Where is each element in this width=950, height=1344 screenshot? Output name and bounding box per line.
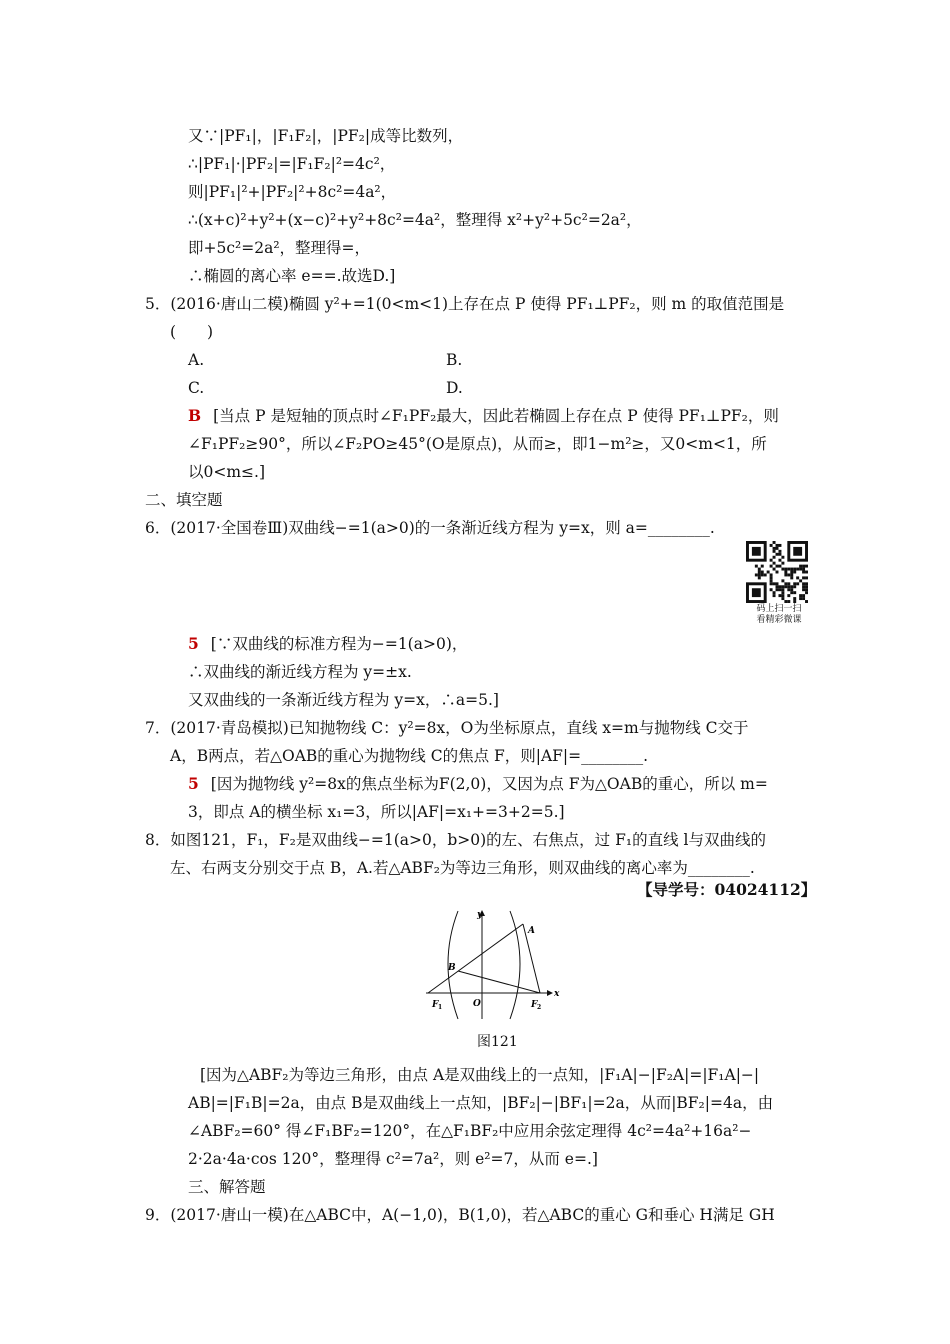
label-F1-sub: 1 bbox=[438, 1004, 443, 1011]
label-x: x bbox=[554, 989, 560, 999]
line-B-F2 bbox=[458, 971, 540, 993]
line-text: 左、右两支分别交于点 B，A.若△ABF₂为等边三角形，则双曲线的离心率为________. bbox=[170, 859, 755, 877]
guide-number: 【导学号：04024112】 bbox=[637, 880, 817, 899]
line-text: ∴(x+c)²+y²+(x−c)²+y²+8c²=4a²，整理得 x²+y²+5c²=2a²， bbox=[188, 211, 642, 229]
line-text: 二、填空题 bbox=[145, 491, 223, 509]
text-line bbox=[188, 210, 642, 230]
text-line bbox=[188, 1177, 266, 1197]
text-line bbox=[170, 746, 648, 766]
answer-marker: 5 bbox=[188, 634, 199, 653]
text-line bbox=[145, 718, 749, 738]
text-line bbox=[145, 294, 784, 314]
text-line bbox=[188, 774, 768, 794]
figure-caption: 图121 bbox=[477, 1034, 518, 1050]
line-text: 以0<m≤.] bbox=[188, 463, 266, 481]
label-B: B bbox=[448, 963, 456, 973]
qr-code[interactable] bbox=[746, 541, 808, 603]
line-text: 9．(2017·唐山一模)在△ABC中，A(−1,0)，B(1,0)，若△ABC的重心 G和垂心 H满足 GH bbox=[145, 1206, 775, 1224]
text-line bbox=[188, 802, 565, 822]
line-text: 5．(2016·唐山二模)椭圆 y²+=1(0<m<1)上存在点 P 使得 PF₁⊥PF₂，则 m 的取值范围是 bbox=[145, 295, 785, 313]
text-line bbox=[170, 858, 755, 878]
line-text: 8．如图121，F₁，F₂是双曲线−=1(a>0，b>0)的左、右焦点，过 F₁的直线 l与双曲线的 bbox=[145, 831, 766, 849]
line-text: ∴双曲线的渐近线方程为 y=±x. bbox=[188, 663, 412, 681]
text-line bbox=[446, 350, 462, 370]
text-line bbox=[145, 490, 223, 510]
line-text: [因为△ABF₂为等边三角形，由点 A是双曲线上的一点知，|F₁A|−|F₂A|=|F₁A|−| bbox=[200, 1066, 760, 1084]
line-text: [因为抛物线 y²=8x的焦点坐标为F(2,0)，又因为点 F为△OAB的重心，所以 m= bbox=[210, 775, 768, 793]
text-line bbox=[188, 266, 395, 286]
line-text: ∠ABF₂=60° 得∠F₁BF₂=120°，在△F₁BF₂中应用余弦定理得 4c²=4a²+16a²− bbox=[188, 1122, 752, 1140]
text-line bbox=[188, 634, 467, 654]
text-line bbox=[188, 1093, 773, 1113]
text-line bbox=[188, 434, 767, 454]
line-text: C. bbox=[188, 379, 205, 397]
line-text: ∴椭圆的离心率 e==.故选D.] bbox=[188, 267, 396, 285]
text-line bbox=[188, 406, 779, 426]
text-line bbox=[188, 378, 204, 398]
label-A: A bbox=[528, 926, 535, 936]
line-text: 3，即点 A的横坐标 x₁=3，所以|AF|=x₁+=3+2=5.] bbox=[188, 803, 565, 821]
line-text: 三、解答题 bbox=[188, 1178, 266, 1196]
line-text: 2·2a·4a·cos 120°，整理得 c²=7a²，则 e²=7，从而 e=.] bbox=[188, 1150, 598, 1168]
line-text: 则|PF₁|²+|PF₂|²+8c²=4a²， bbox=[188, 183, 397, 201]
label-F1: F bbox=[432, 1000, 439, 1010]
line-text: ∠F₁PF₂≥90°，所以∠F₂PO≥45°(O是原点)，从而≥，即1−m²≥，又0<m<1，所 bbox=[188, 435, 767, 453]
text-line bbox=[145, 830, 766, 850]
text-line bbox=[446, 378, 463, 398]
text-line bbox=[170, 322, 213, 342]
label-O: O bbox=[473, 999, 481, 1009]
hyperbola-figure bbox=[420, 903, 570, 1023]
label-F2-sub: 2 bbox=[537, 1004, 542, 1011]
text-line bbox=[188, 1121, 751, 1141]
line-text: ( ) bbox=[170, 323, 214, 341]
text-line bbox=[188, 690, 499, 710]
text-line bbox=[188, 182, 396, 202]
qr-caption-2: 看精彩微课 bbox=[756, 615, 802, 625]
line-text: A. bbox=[188, 351, 205, 369]
line-text: 7．(2017·青岛模拟)已知抛物线 C：y²=8x，O为坐标原点，直线 x=m与抛物线 C交于 bbox=[145, 719, 749, 737]
line-text: 又∵|PF₁|，|F₁F₂|，|PF₂|成等比数列， bbox=[188, 127, 464, 145]
text-line bbox=[200, 1065, 759, 1085]
text-line bbox=[145, 518, 715, 538]
text-line bbox=[188, 1149, 598, 1169]
line-text: ∴|PF₁|·|PF₂|=|F₁F₂|²=4c²， bbox=[188, 155, 396, 173]
text-line bbox=[188, 462, 265, 482]
answer-marker: B bbox=[188, 406, 202, 425]
text-line bbox=[188, 126, 463, 146]
line-text: [当点 P 是短轴的顶点时∠F₁PF₂最大，因此若椭圆上存在点 P 使得 PF₁⊥PF₂，则 bbox=[213, 407, 779, 425]
label-y: y bbox=[477, 910, 483, 920]
line-text: A，B两点，若△OAB的重心为抛物线 C的焦点 F，则|AF|=________. bbox=[170, 747, 649, 765]
line-text: D. bbox=[446, 379, 463, 397]
text-line bbox=[188, 662, 412, 682]
text-line bbox=[188, 238, 370, 258]
line-F1-A bbox=[428, 924, 523, 993]
line-text: 6．(2017·全国卷Ⅲ)双曲线−=1(a>0)的一条渐近线方程为 y=x，则 a=________. bbox=[145, 519, 715, 537]
line-text: AB|=|F₁B|=2a，由点 B是双曲线上一点知，|BF₂|−|BF₁|=2a，从而|BF₂|=4a，由 bbox=[188, 1094, 774, 1112]
line-text: 即+5c²=2a²，整理得=， bbox=[188, 239, 371, 257]
line-text: 又双曲线的一条渐近线方程为 y=x，∴a=5.] bbox=[188, 691, 499, 709]
qr-caption-1: 码上扫一扫 bbox=[756, 604, 802, 614]
label-F2: F bbox=[531, 1000, 538, 1010]
text-line bbox=[145, 1205, 775, 1225]
answer-marker: 5 bbox=[188, 774, 199, 793]
text-line bbox=[188, 154, 395, 174]
text-line bbox=[188, 350, 204, 370]
line-text: [∵双曲线的标准方程为−=1(a>0)， bbox=[210, 635, 468, 653]
line-text: B. bbox=[446, 351, 463, 369]
